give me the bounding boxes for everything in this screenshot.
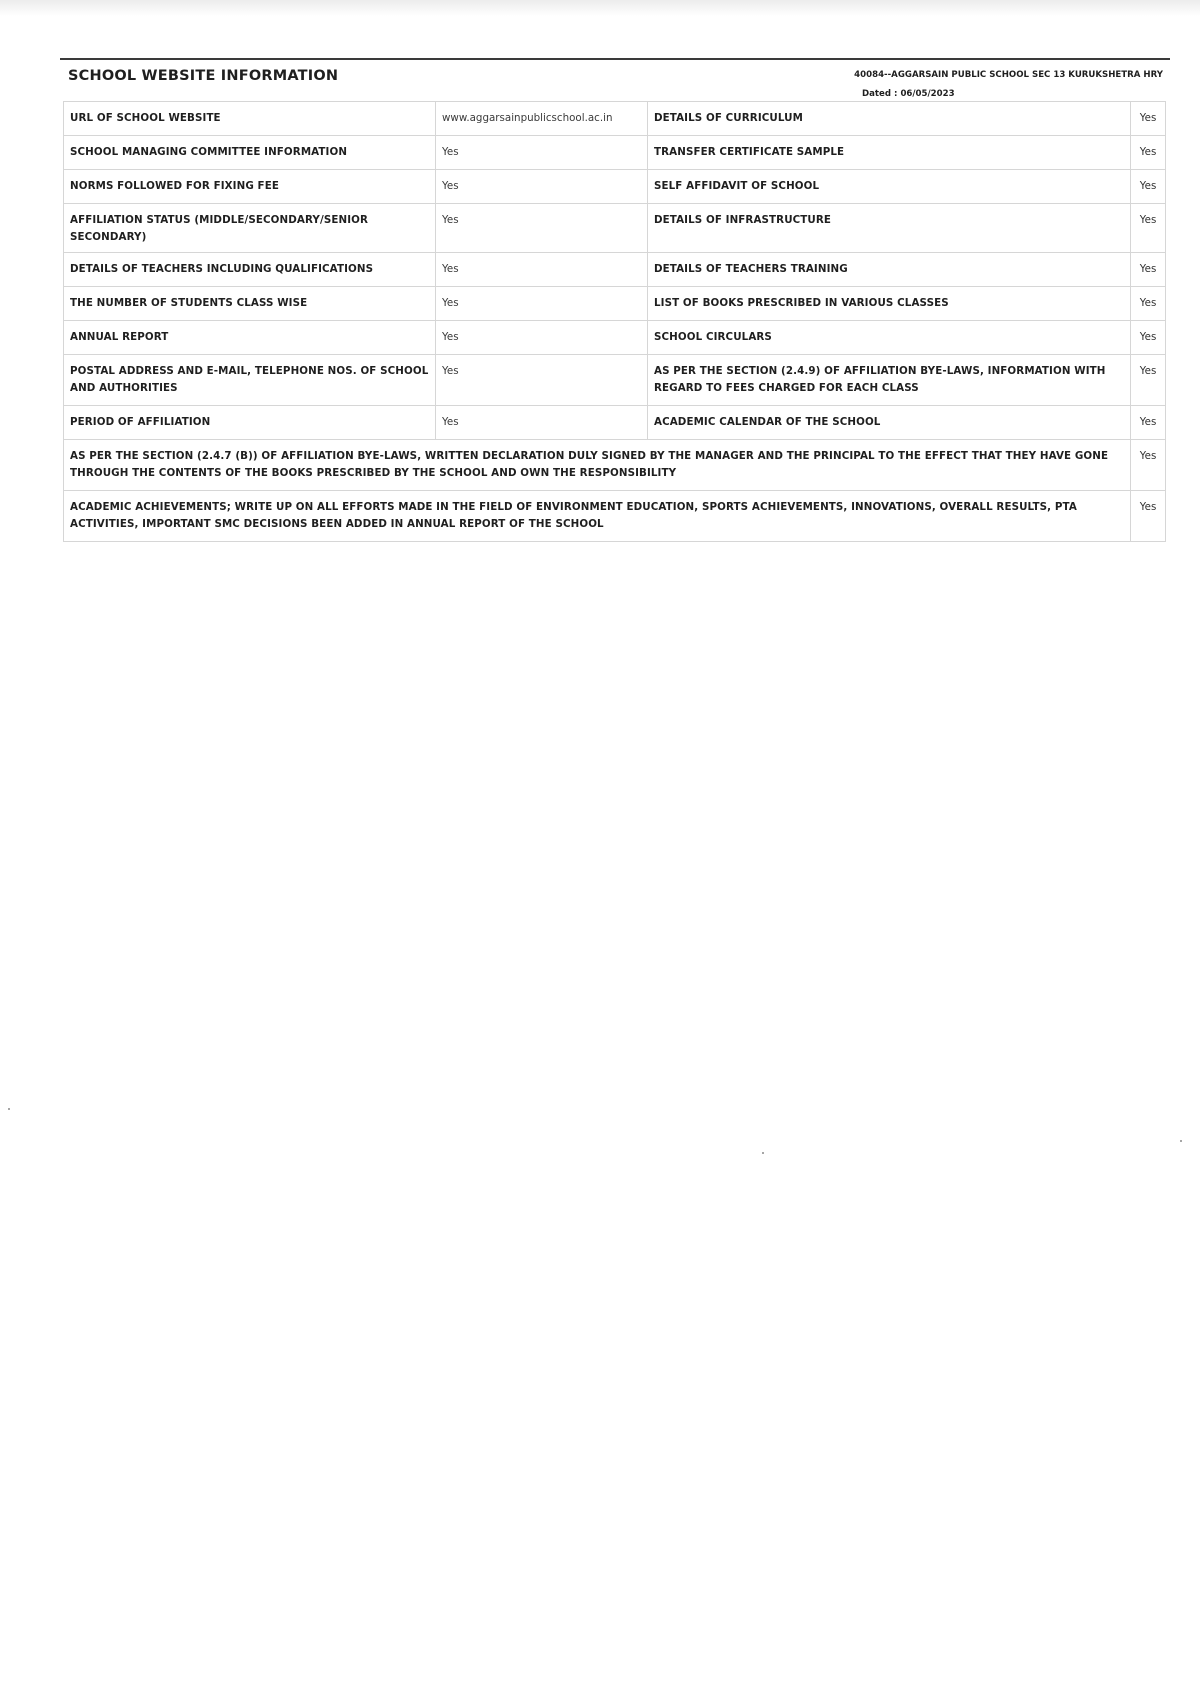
row-label: SELF AFFIDAVIT OF SCHOOL bbox=[648, 170, 1131, 204]
row-value: Yes bbox=[1131, 321, 1166, 355]
scan-speck bbox=[762, 1152, 764, 1154]
row-label: DETAILS OF CURRICULUM bbox=[648, 102, 1131, 136]
school-identifier: 40084--AGGARSAIN PUBLIC SCHOOL SEC 13 KURUKSHETRA HRY bbox=[854, 70, 1163, 80]
scan-speck bbox=[1180, 1140, 1182, 1142]
header-rule bbox=[60, 58, 1170, 60]
row-value: Yes bbox=[1131, 204, 1166, 253]
page-title: SCHOOL WEBSITE INFORMATION bbox=[68, 68, 339, 84]
row-value: Yes bbox=[1131, 287, 1166, 321]
row-value: Yes bbox=[436, 136, 648, 170]
row-label: AFFILIATION STATUS (MIDDLE/SECONDARY/SENIOR SECONDARY) bbox=[64, 204, 436, 253]
row-label: NORMS FOLLOWED FOR FIXING FEE bbox=[64, 170, 436, 204]
row-label: POSTAL ADDRESS AND E-MAIL, TELEPHONE NOS. OF SCHOOL AND AUTHORITIES bbox=[64, 355, 436, 406]
row-value: Yes bbox=[1131, 440, 1166, 491]
row-value: Yes bbox=[436, 287, 648, 321]
row-value: Yes bbox=[436, 170, 648, 204]
row-label: THE NUMBER OF STUDENTS CLASS WISE bbox=[64, 287, 436, 321]
row-value: Yes bbox=[1131, 406, 1166, 440]
row-value: Yes bbox=[436, 204, 648, 253]
row-label: TRANSFER CERTIFICATE SAMPLE bbox=[648, 136, 1131, 170]
website-url-link[interactable]: www.aggarsainpublicschool.ac.in bbox=[436, 102, 648, 136]
row-label: DETAILS OF INFRASTRUCTURE bbox=[648, 204, 1131, 253]
row-label: ANNUAL REPORT bbox=[64, 321, 436, 355]
table-row bbox=[64, 136, 1166, 170]
row-value: Yes bbox=[436, 321, 648, 355]
table-row bbox=[64, 253, 1166, 287]
row-label: ACADEMIC ACHIEVEMENTS; WRITE UP ON ALL EFFORTS MADE IN THE FIELD OF ENVIRONMENT EDUCATION, SPORTS ACHIEVEMENTS, INNOVATIONS, OVERALL RESULTS, PTA ACTIVITIES, IMPORTANT SMC DECISIONS BEEN ADDED IN ANNUAL REPORT OF THE SCHOOL bbox=[64, 491, 1131, 542]
row-value: Yes bbox=[1131, 355, 1166, 406]
row-value: Yes bbox=[1131, 170, 1166, 204]
table-row bbox=[64, 204, 1166, 253]
table-row bbox=[64, 440, 1166, 491]
row-label: SCHOOL MANAGING COMMITTEE INFORMATION bbox=[64, 136, 436, 170]
row-label: SCHOOL CIRCULARS bbox=[648, 321, 1131, 355]
row-value: Yes bbox=[436, 253, 648, 287]
row-label: LIST OF BOOKS PRESCRIBED IN VARIOUS CLASSES bbox=[648, 287, 1131, 321]
row-label: AS PER THE SECTION (2.4.7 (B)) OF AFFILIATION BYE-LAWS, WRITTEN DECLARATION DULY SIGNED BY THE MANAGER AND THE PRINCIPAL TO THE EFFECT THAT THEY HAVE GONE THROUGH THE CONTENTS OF THE BOOKS PRESCRIBED BY THE SCHOOL AND OWN THE RESPONSIBILITY bbox=[64, 440, 1131, 491]
table-row bbox=[64, 355, 1166, 406]
row-value: Yes bbox=[1131, 136, 1166, 170]
row-value: Yes bbox=[1131, 253, 1166, 287]
school-info-table bbox=[63, 101, 1166, 542]
row-label: URL OF SCHOOL WEBSITE bbox=[64, 102, 436, 136]
table-row bbox=[64, 170, 1166, 204]
scan-edge bbox=[0, 0, 1200, 16]
row-label: AS PER THE SECTION (2.4.9) OF AFFILIATION BYE-LAWS, INFORMATION WITH REGARD TO FEES CHARGED FOR EACH CLASS bbox=[648, 355, 1131, 406]
table-row bbox=[64, 102, 1166, 136]
table-row bbox=[64, 491, 1166, 542]
table-row bbox=[64, 321, 1166, 355]
row-value: Yes bbox=[1131, 491, 1166, 542]
row-label: ACADEMIC CALENDAR OF THE SCHOOL bbox=[648, 406, 1131, 440]
scan-speck bbox=[8, 1108, 10, 1110]
table-row bbox=[64, 287, 1166, 321]
table-row bbox=[64, 406, 1166, 440]
row-label: DETAILS OF TEACHERS TRAINING bbox=[648, 253, 1131, 287]
row-value: Yes bbox=[436, 406, 648, 440]
row-label: DETAILS OF TEACHERS INCLUDING QUALIFICATIONS bbox=[64, 253, 436, 287]
row-value: Yes bbox=[436, 355, 648, 406]
row-label: PERIOD OF AFFILIATION bbox=[64, 406, 436, 440]
row-value: Yes bbox=[1131, 102, 1166, 136]
dated-label: Dated : 06/05/2023 bbox=[862, 89, 955, 99]
